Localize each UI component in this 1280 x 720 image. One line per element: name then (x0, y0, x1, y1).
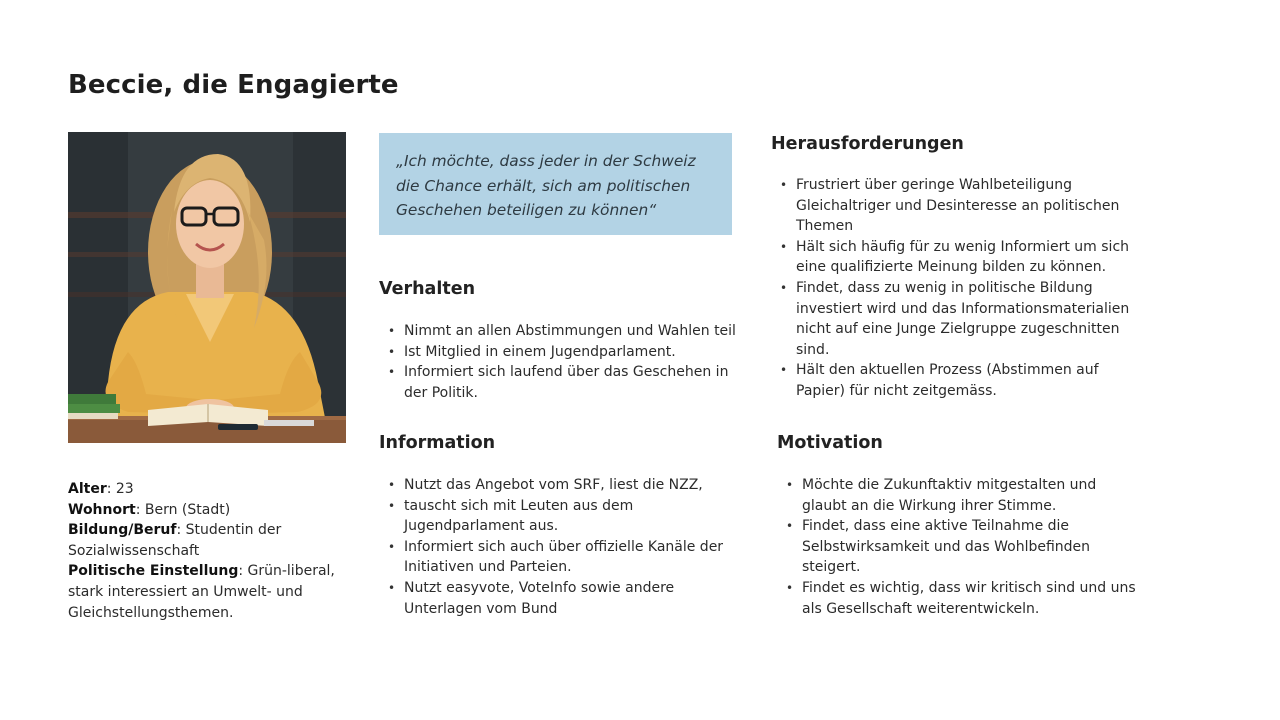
section-heading: Herausforderungen (771, 134, 964, 154)
profile-details (68, 479, 338, 623)
profile-residence-label: Wohnort (68, 501, 136, 518)
profile-education-label: Bildung/Beruf (68, 522, 177, 539)
section-heading: Motivation (777, 433, 883, 453)
list-item: • Möchte die Zukunftaktiv mitgestalten und glaubt an die Wirkung ihrer Stimme. (777, 475, 1137, 516)
page-title: Beccie, die Engagierte (68, 70, 399, 100)
bullet-list (379, 475, 739, 619)
profile-education (68, 520, 338, 561)
list-item: • Findet, dass zu wenig in politische Bildung investiert wird und das Informationsmaterialien nicht auf eine Junge Zielgruppe zugeschnitten sind. (771, 278, 1131, 360)
profile-education-value: : Studentin der Sozialwissenschaft (68, 522, 282, 559)
profile-age-label: Alter (68, 481, 107, 497)
persona-quote: „Ich möchte, dass jeder in der Schweiz die Chance erhält, sich am politischen Geschehen beteiligen zu können“ (379, 133, 732, 235)
list-item: • Frustriert über geringe Wahlbeteiligung Gleichaltriger und Desinteresse an politischen Themen (771, 175, 1131, 237)
list-item: • tauscht sich mit Leuten aus dem Jugendparlament aus. (379, 496, 739, 537)
list-item: • Findet, dass eine aktive Teilnahme die Selbstwirksamkeit und das Wohlbefinden steigert. (777, 516, 1137, 578)
profile-politics-label: Politische Einstellung (68, 563, 239, 580)
persona-photo (68, 132, 346, 443)
profile-age (68, 479, 338, 500)
section-heading: Information (379, 433, 496, 453)
bullet-list (777, 475, 1137, 619)
list-item: • Ist Mitglied in einem Jugendparlament. (379, 342, 739, 363)
list-item: • Informiert sich laufend über das Geschehen in der Politik. (379, 362, 739, 403)
list-item: • Informiert sich auch über offizielle Kanäle der Initiativen und Parteien. (379, 537, 739, 578)
profile-residence (68, 500, 338, 521)
bullet-list (379, 321, 739, 403)
section-motivation (777, 433, 1137, 619)
persona-portrait-icon (68, 132, 346, 443)
list-item: • Hält sich häufig für zu wenig Informiert um sich eine qualifizierte Meinung bilden zu können. (771, 237, 1131, 278)
section-information (379, 433, 739, 619)
section-heading: Verhalten (379, 279, 476, 299)
list-item: • Nutzt das Angebot vom SRF, liest die NZZ, (379, 475, 739, 496)
list-item: • Nimmt an allen Abstimmungen und Wahlen teil (379, 321, 739, 342)
list-item: • Findet es wichtig, dass wir kritisch sind und uns als Gesellschaft weiterentwickeln. (777, 578, 1137, 619)
list-item: • Nutzt easyvote, VoteInfo sowie andere Unterlagen vom Bund (379, 578, 739, 619)
section-verhalten (379, 279, 739, 403)
profile-age-value: : 23 (106, 481, 134, 497)
bullet-list (771, 175, 1131, 402)
profile-politics-value: : Grün-liberal, stark interessiert an Umwelt- und Gleichstellungsthemen. (68, 563, 335, 621)
profile-residence-value: : Bern (Stadt) (135, 501, 231, 518)
profile-politics (68, 561, 338, 623)
list-item: • Hält den aktuellen Prozess (Abstimmen auf Papier) für nicht zeitgemäss. (771, 360, 1131, 401)
section-herausforderungen (771, 134, 1131, 402)
